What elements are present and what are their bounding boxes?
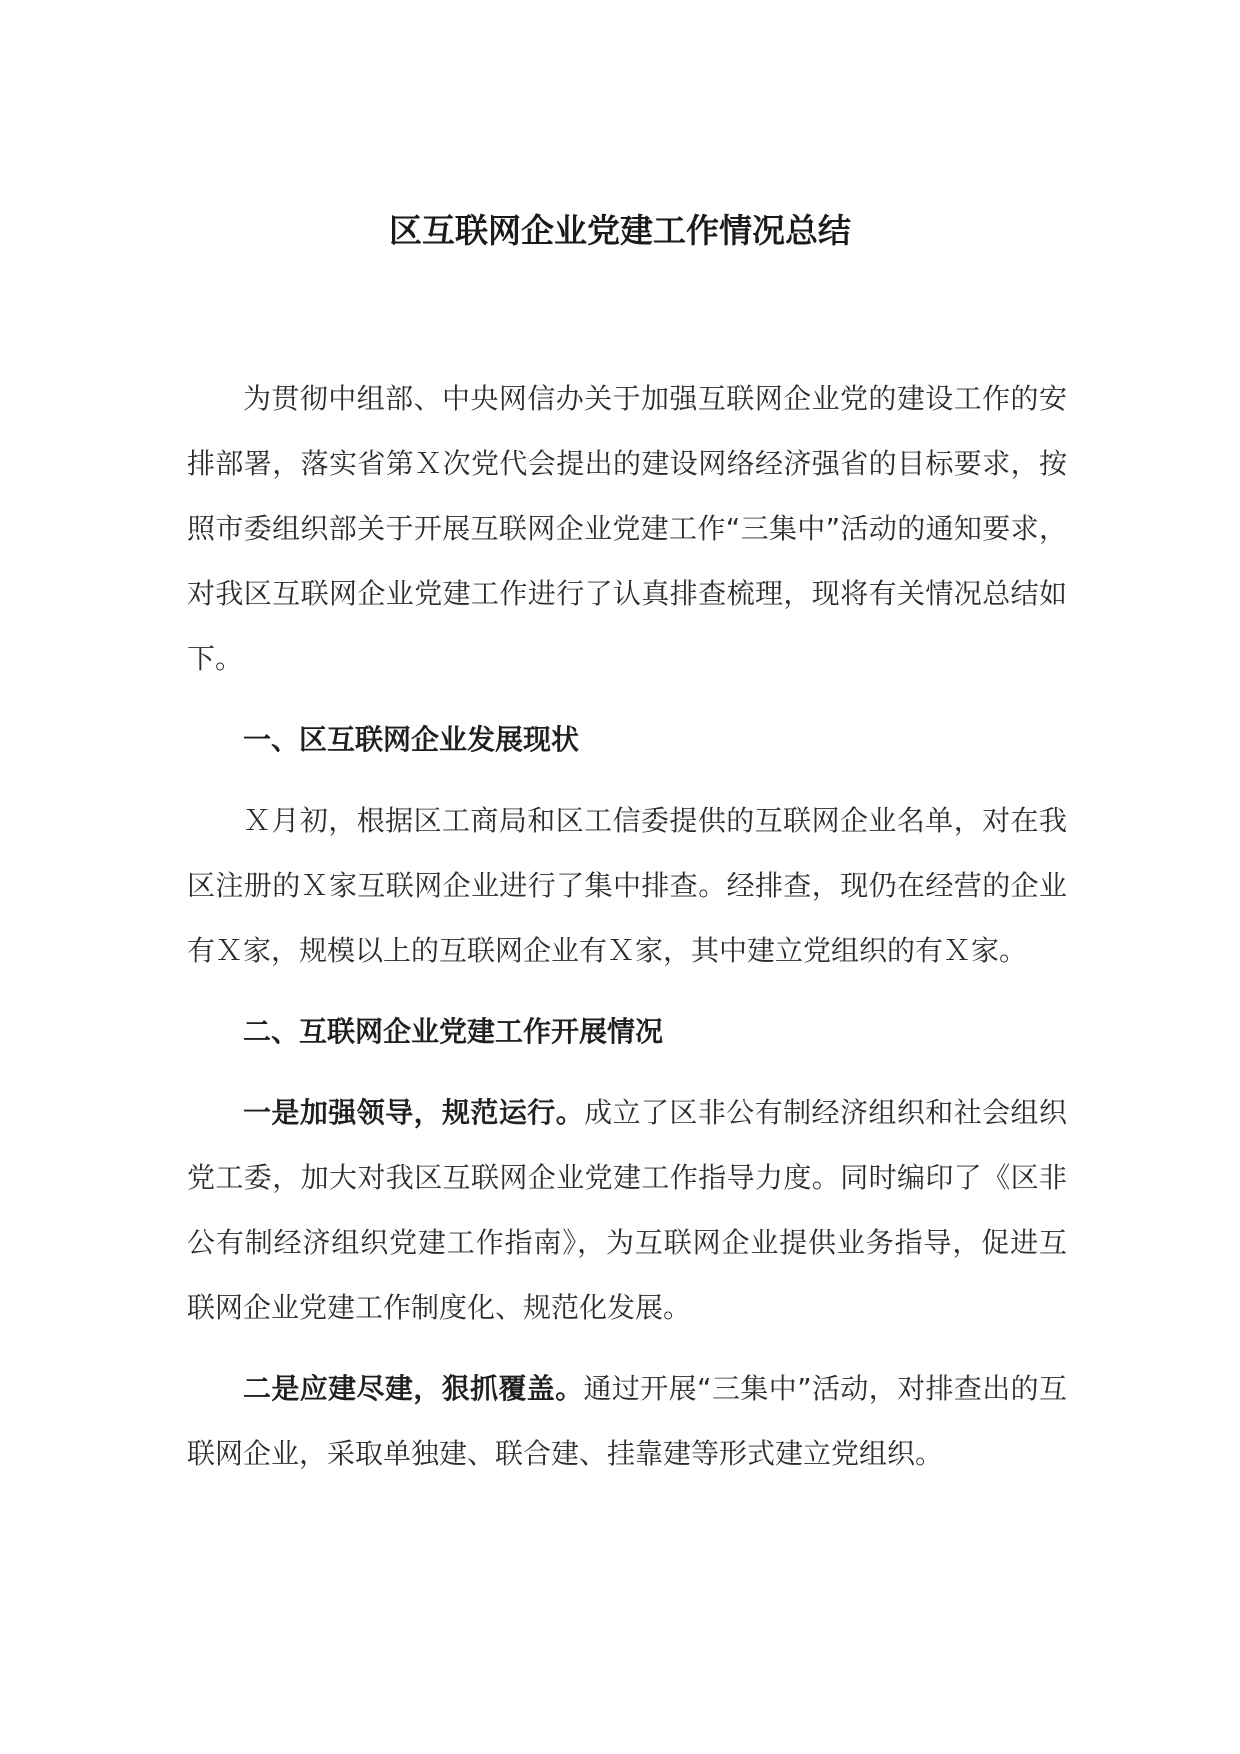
section-heading-party-building-progress: 二、互联网企业党建工作开展情况	[243, 1015, 664, 1048]
section-heading-development-status: 一、区互联网企业发展现状	[243, 723, 580, 756]
progress-item-leadership-text: 成立了区非公有制经济组织和社会组织党工委，加大对我区互联网企业党建工作指导力度。同时编印了《区非公有制经济组织党建工作指南》，为互联网企业提供业务指导，促进互联网企业党建工作制度化、规范化发展。	[187, 1096, 1067, 1324]
progress-item-leadership	[187, 1080, 1067, 1340]
progress-item-coverage	[187, 1356, 1067, 1486]
progress-item-coverage-lead: 二是应建尽建，狠抓覆盖。	[243, 1372, 584, 1405]
intro-paragraph: 为贯彻中组部、中央网信办关于加强互联网企业党的建设工作的安排部署，落实省第Ｘ次党代会提出的建设网络经济强省的目标要求，按照市委组织部关于开展互联网企业党建工作“三集中”活动的通知要求，对我区互联网企业党建工作进行了认真排查梳理，现将有关情况总结如下。	[187, 382, 1067, 675]
progress-item-leadership-lead: 一是加强领导，规范运行。	[243, 1096, 585, 1129]
document-title: 区互联网企业党建工作情况总结	[389, 211, 851, 250]
progress-item-coverage-text: 通过开展“三集中”活动，对排查出的互联网企业，采取单独建、联合建、挂靠建等形式建立党组织。	[187, 1372, 1067, 1470]
document-body	[187, 366, 1067, 1486]
development-status-paragraph: Ｘ月初，根据区工商局和区工信委提供的互联网企业名单，对在我区注册的Ｘ家互联网企业进行了集中排查。经排查，现仍在经营的企业有Ｘ家，规模以上的互联网企业有Ｘ家，其中建立党组织的有Ｘ家。	[187, 804, 1067, 967]
